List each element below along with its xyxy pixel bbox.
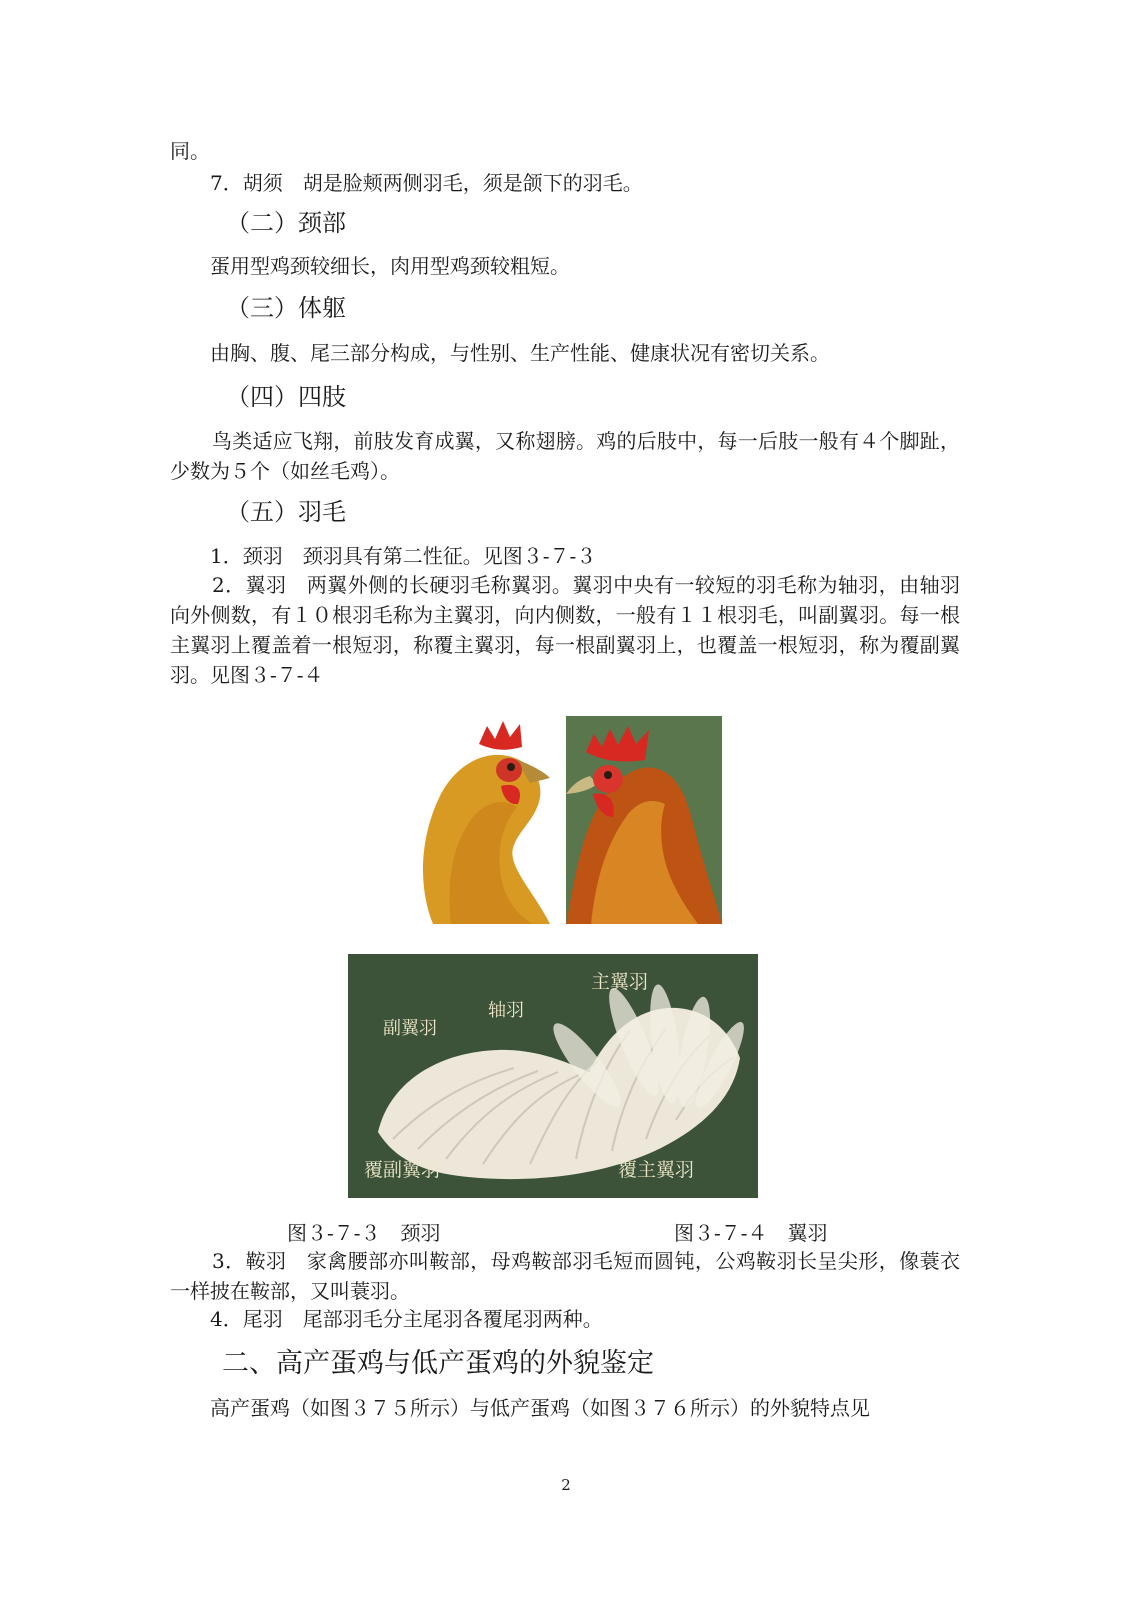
saddle-feather-paragraph: 3．鞍羽 家禽腰部亦叫鞍部，母鸡鞍部羽毛短而圆钝，公鸡鞍羽长呈尖形，像蓑衣一样披在鞍部，又叫蓑羽。 xyxy=(170,1249,960,1303)
covert-secondary-feather-label: 覆副翼羽 xyxy=(364,1159,441,1181)
limbs-paragraph: 鸟类适应飞翔，前肢发育成翼，又称翅膀。鸡的后肢中，每一后肢一般有４个脚趾，少数为５个（如丝毛鸡）。 xyxy=(170,429,960,483)
neck-section-heading: （二）颈部 xyxy=(226,209,346,237)
body-paragraph: 由胸、腹、尾三部分构成，与性别、生产性能、健康状况有密切关系。 xyxy=(210,341,830,365)
secondary-feather-label: 副翼羽 xyxy=(383,1018,437,1039)
neck-feather-paragraph: 1．颈羽 颈羽具有第二性征。见图３-７-３ xyxy=(210,544,597,568)
continued-text: 同。 xyxy=(170,139,210,163)
page-number: 2 xyxy=(561,1476,571,1494)
axial-feather-label: 轴羽 xyxy=(488,1000,524,1021)
wing-feather-image xyxy=(348,954,758,1198)
rooster-neck-image xyxy=(566,716,722,924)
beard-paragraph: 7．胡须 胡是脸颊两侧羽毛，须是颌下的羽毛。 xyxy=(210,171,643,195)
feathers-section-heading: （五）羽毛 xyxy=(226,498,346,526)
tail-feather-paragraph: 4．尾羽 尾部羽毛分主尾羽各覆尾羽两种。 xyxy=(210,1307,603,1331)
limbs-section-heading: （四）四肢 xyxy=(226,383,346,411)
hen-neck-image xyxy=(413,716,550,924)
body-section-heading: （三）体躯 xyxy=(226,294,346,322)
primary-feather-label: 主翼羽 xyxy=(591,971,649,993)
neck-paragraph: 蛋用型鸡颈较细长，肉用型鸡颈较粗短。 xyxy=(210,254,570,278)
appearance-comparison-paragraph: 高产蛋鸡（如图３７５所示）与低产蛋鸡（如图３７６所示）的外貌特点见 xyxy=(210,1396,870,1420)
figure-3-7-3-caption: 图３-７-３ 颈羽 xyxy=(287,1221,441,1245)
wing-feather-paragraph: 2．翼羽 两翼外侧的长硬羽毛称翼羽。翼羽中央有一较短的羽毛称为轴羽，由轴羽向外侧数，有１０根羽毛称为主翼羽，向内侧数，一般有１１根羽毛，叫副翼羽。每一根主翼羽上覆盖着一根短羽，称覆主翼羽，每一根副翼羽上，也覆盖一根短羽，称为覆副翼羽。见图３-７-４ xyxy=(170,573,960,687)
figure-3-7-4-caption: 图３-７-４ 翼羽 xyxy=(674,1221,828,1245)
covert-primary-feather-label: 覆主翼羽 xyxy=(618,1159,695,1181)
section-two-title: 二、高产蛋鸡与低产蛋鸡的外貌鉴定 xyxy=(222,1348,654,1379)
